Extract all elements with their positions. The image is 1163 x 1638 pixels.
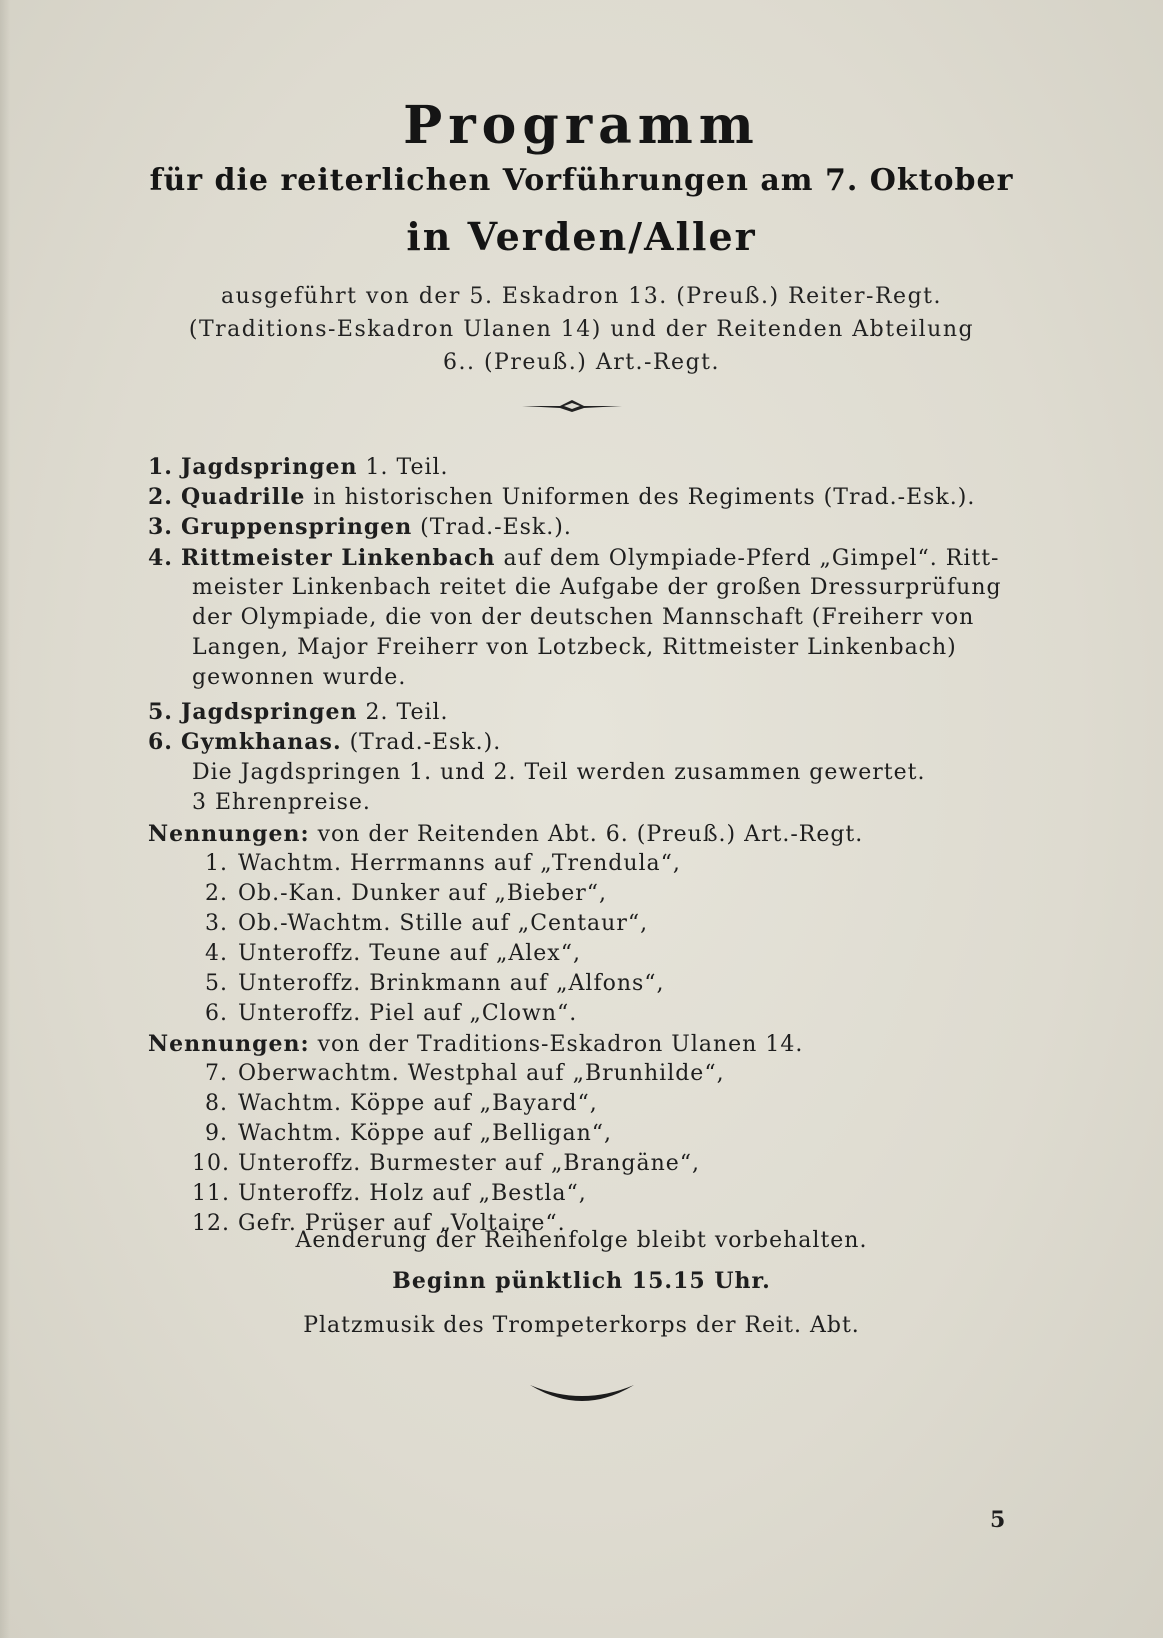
entries-heading xyxy=(148,1029,803,1059)
rider-entry xyxy=(192,939,581,969)
performer-block xyxy=(160,280,1003,379)
rider-text: Gefr. Prüser auf „Voltaire“. xyxy=(238,1211,566,1236)
item-number: 4. xyxy=(148,545,173,571)
program-item-2 xyxy=(148,482,975,512)
rider-text: Wachtm. Köppe auf „Bayard“, xyxy=(238,1091,598,1116)
rider-number: 5. xyxy=(205,971,228,996)
rider-entry xyxy=(192,1119,612,1149)
item-continuation: Die Jagdspringen 1. und 2. Teil werden zusammen gewertet. xyxy=(192,760,926,785)
rider-number: 10. xyxy=(192,1151,230,1176)
program-item-5 xyxy=(148,697,449,727)
rider-text: Wachtm. Herrmanns auf „Trendula“, xyxy=(238,851,681,876)
rider-entry xyxy=(192,999,577,1029)
item-title: Jagdspringen xyxy=(180,699,358,725)
entries-label: Nennungen: xyxy=(148,1031,310,1057)
rider-number: 9. xyxy=(205,1121,228,1146)
start-time: Beginn pünktlich 15.15 Uhr. xyxy=(392,1268,771,1294)
rider-text: Ob.-Kan. Dunker auf „Bieber“, xyxy=(238,881,607,906)
music-note: Platzmusik des Trompeterkorps der Reit. Abt. xyxy=(303,1313,860,1338)
rider-number: 1. xyxy=(205,851,228,876)
item-number: 1. xyxy=(148,454,173,480)
page-title: Programm xyxy=(403,95,760,156)
item-title: Gruppenspringen xyxy=(180,514,413,540)
item-title: Rittmeister Linkenbach xyxy=(180,545,496,571)
program-item-4 xyxy=(148,543,999,573)
rider-entry xyxy=(192,969,665,999)
rider-text: Wachtm. Köppe auf „Belligan“, xyxy=(238,1121,612,1146)
rider-number: 3. xyxy=(205,911,228,936)
rider-entry xyxy=(192,909,648,939)
item-continuation: 3 Ehrenpreise. xyxy=(192,790,371,815)
entries-source: von der Traditions-Eskadron Ulanen 14. xyxy=(309,1032,804,1057)
rider-number: 11. xyxy=(192,1181,230,1206)
entries-heading xyxy=(148,819,863,849)
item-text: 1. Teil. xyxy=(357,455,449,480)
entries-source: von der Reitenden Abt. 6. (Preuß.) Art.-Regt. xyxy=(309,822,864,847)
rider-number: 8. xyxy=(205,1091,228,1116)
item-continuation: Langen, Major Freiherr von Lotzbeck, Rittmeister Linkenbach) xyxy=(192,635,957,660)
item-text: (Trad.-Esk.). xyxy=(412,515,572,540)
program-item-3 xyxy=(148,512,572,542)
item-title: Gymkhanas. xyxy=(180,729,342,755)
program-item-6 xyxy=(148,727,501,757)
rider-text: Oberwachtm. Westphal auf „Brunhilde“, xyxy=(238,1061,725,1086)
rider-number: 4. xyxy=(205,941,228,966)
program-item-1 xyxy=(148,452,449,482)
performer-line: ausgeführt von der 5. Eskadron 13. (Preuß.) Reiter-Regt. xyxy=(220,284,942,309)
item-continuation: gewonnen wurde. xyxy=(192,665,407,690)
rider-number: 7. xyxy=(205,1061,228,1086)
item-text: in historischen Uniformen des Regiments (Trad.-Esk.). xyxy=(305,485,976,510)
page-subtitle: für die reiterlichen Vorführungen am 7. Oktober xyxy=(149,163,1014,198)
rider-text: Ob.-Wachtm. Stille auf „Centaur“, xyxy=(238,911,649,936)
rider-entry xyxy=(192,849,681,879)
order-change-note: Aenderung der Reihenfolge bleibt vorbehalten. xyxy=(295,1228,868,1253)
item-title: Jagdspringen xyxy=(180,454,358,480)
event-location: in Verden/Aller xyxy=(406,214,757,259)
rider-text: Unteroffz. Holz auf „Bestla“, xyxy=(238,1181,587,1206)
closing-swash-icon xyxy=(528,1381,636,1411)
item-continuation: der Olympiade, die von der deutschen Mannschaft (Freiherr von xyxy=(192,605,975,630)
rider-entry xyxy=(192,1089,598,1119)
divider-ornament-icon xyxy=(520,396,624,416)
performer-line: 6.. (Preuß.) Art.-Regt. xyxy=(442,350,720,375)
item-text: (Trad.-Esk.). xyxy=(341,730,502,755)
rider-text: Unteroffz. Piel auf „Clown“. xyxy=(238,1001,578,1026)
rider-text: Unteroffz. Burmester auf „Brangäne“, xyxy=(238,1151,701,1176)
item-number: 6. xyxy=(148,729,173,755)
item-text: 2. Teil. xyxy=(357,700,449,725)
item-continuation: meister Linkenbach reitet die Aufgabe der großen Dressurprüfung xyxy=(192,575,1002,600)
rider-text: Unteroffz. Teune auf „Alex“, xyxy=(238,941,581,966)
rider-text: Unteroffz. Brinkmann auf „Alfons“, xyxy=(238,971,665,996)
item-title: Quadrille xyxy=(180,484,306,510)
rider-entry xyxy=(192,1059,725,1089)
item-number: 5. xyxy=(148,699,173,725)
rider-entry xyxy=(192,879,607,909)
rider-number: 12. xyxy=(192,1211,230,1236)
item-number: 2. xyxy=(148,484,173,510)
rider-entry xyxy=(192,1149,700,1179)
item-number: 3. xyxy=(148,514,173,540)
item-text: auf dem Olympiade-Pferd „Gimpel“. Ritt- xyxy=(495,546,1000,571)
rider-entry xyxy=(192,1179,587,1209)
performer-line: (Traditions-Eskadron Ulanen 14) und der Reitenden Abteilung xyxy=(188,317,975,342)
rider-number: 6. xyxy=(205,1001,228,1026)
entries-label: Nennungen: xyxy=(148,821,310,847)
page-number: 5 xyxy=(990,1507,1006,1533)
rider-number: 2. xyxy=(205,881,228,906)
